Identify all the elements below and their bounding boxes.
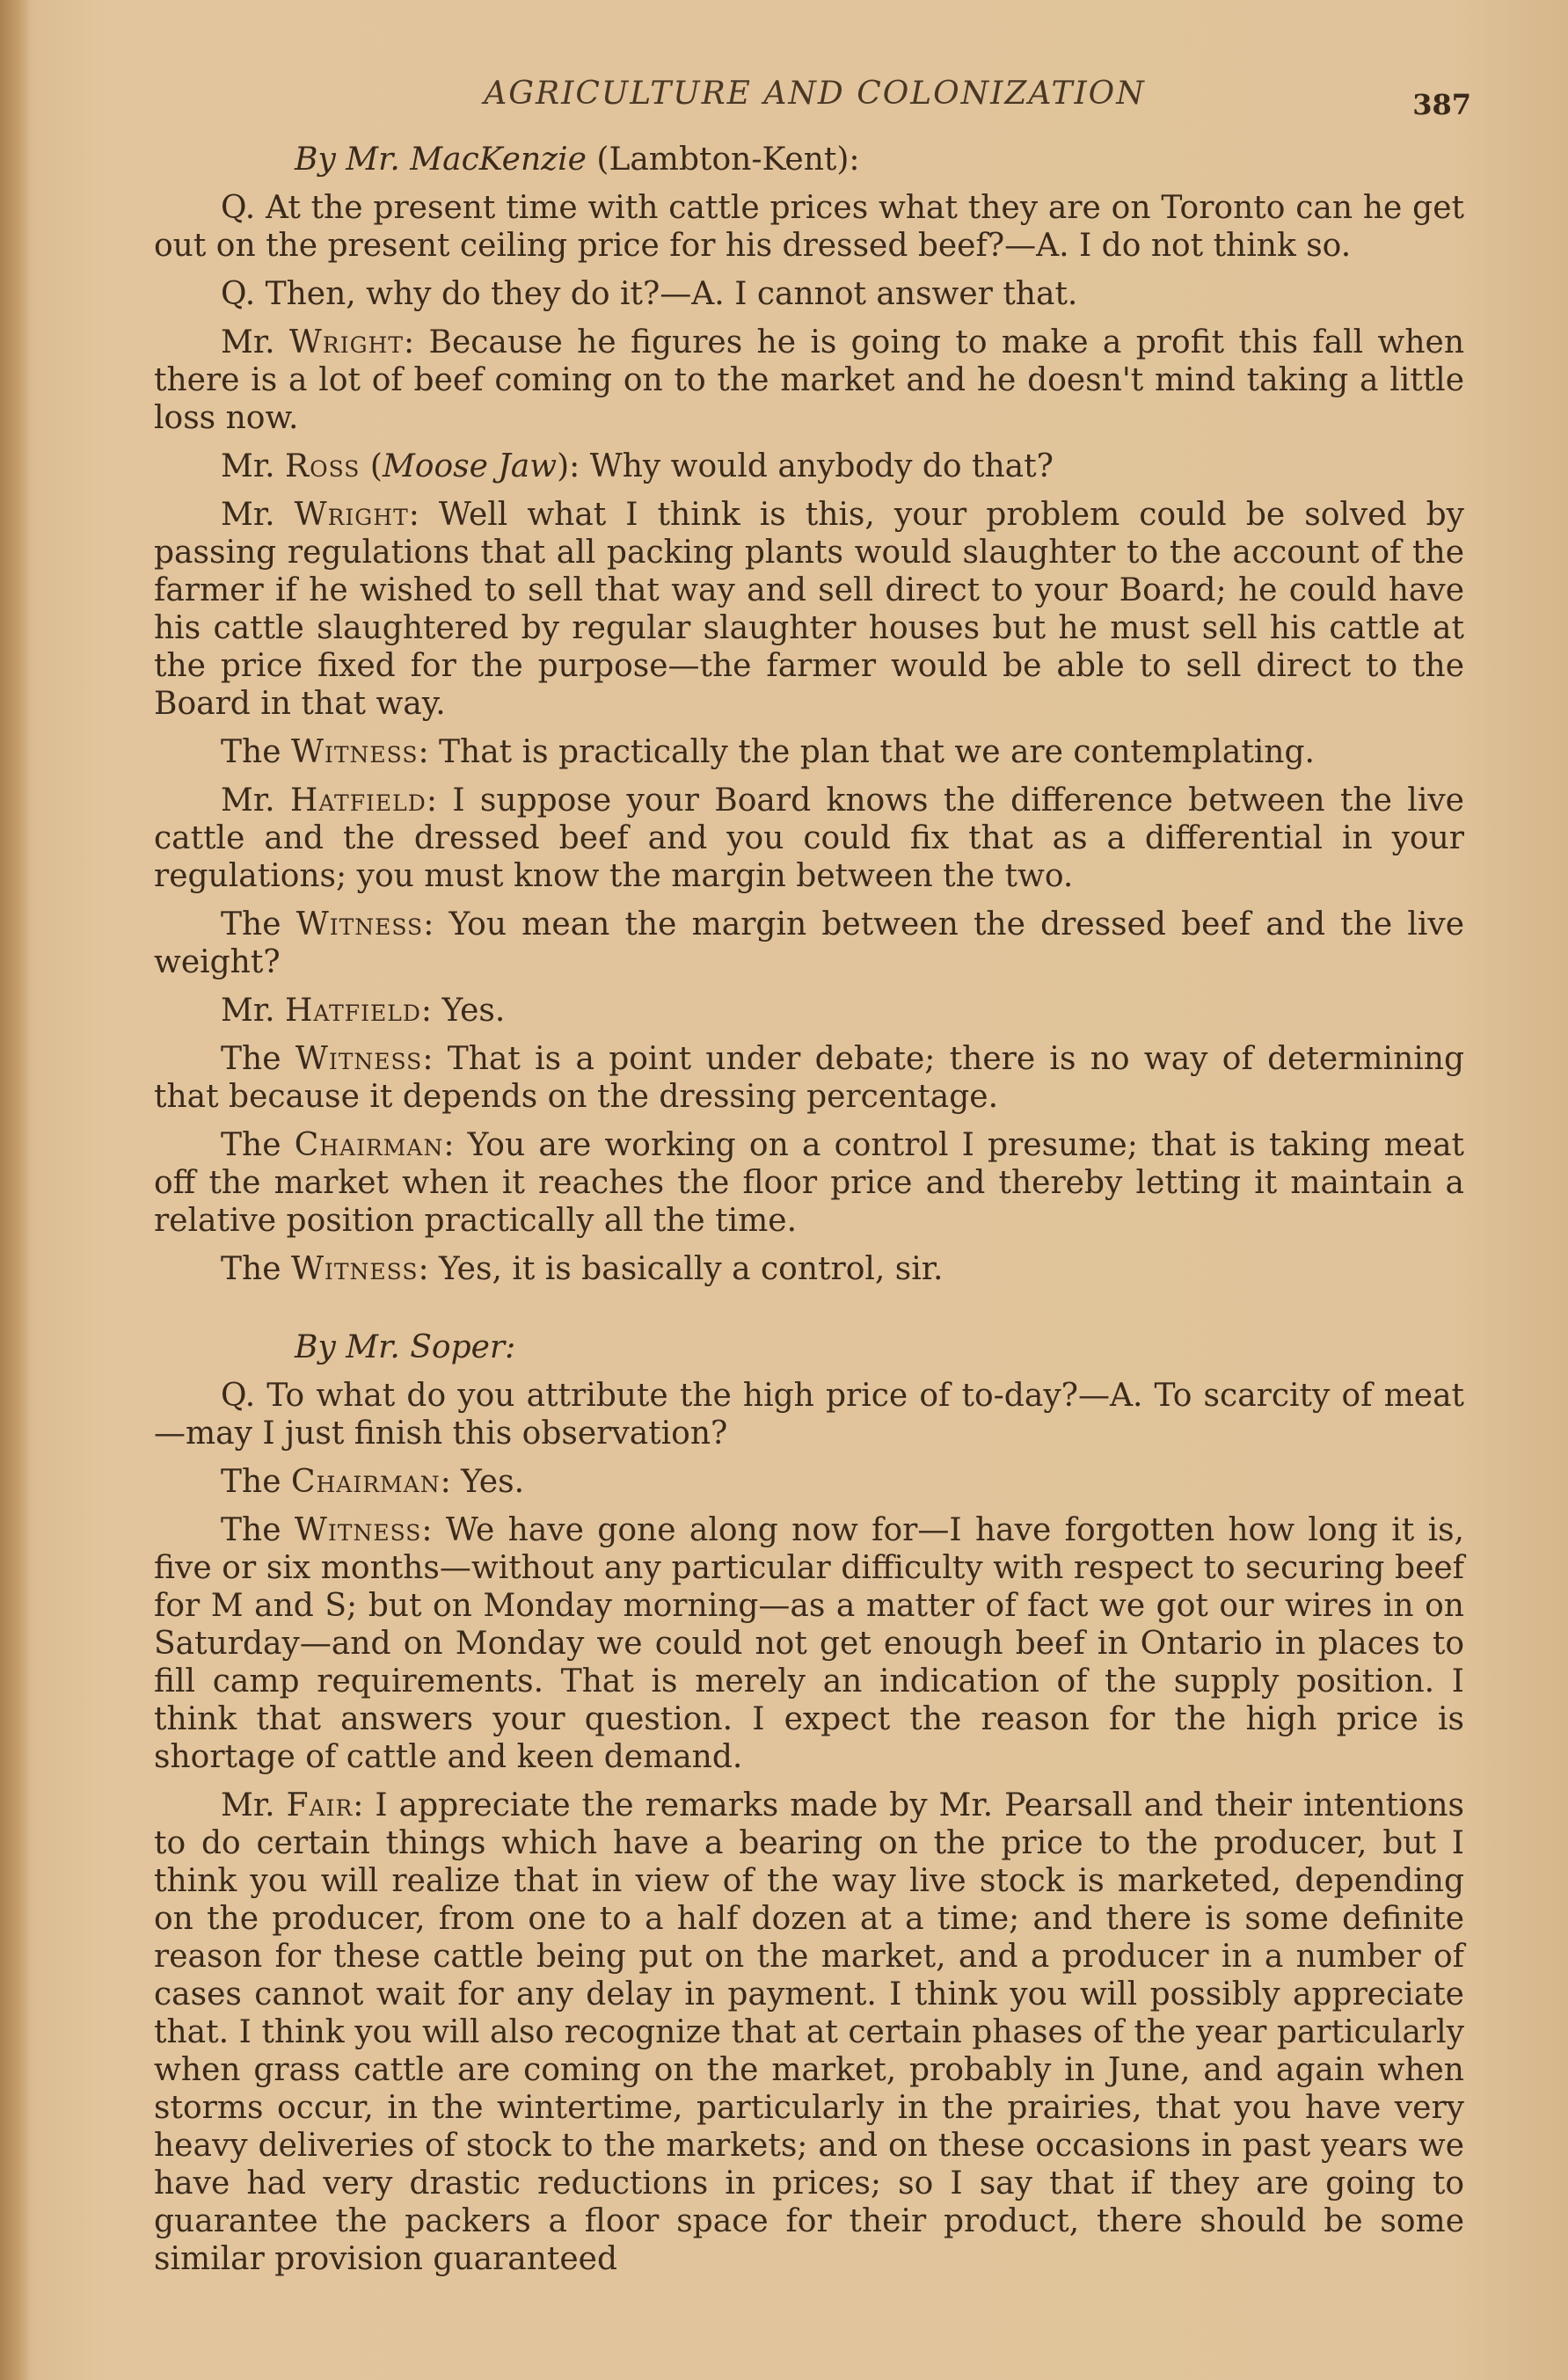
speaker-name: Ross (285, 448, 361, 484)
statement-text: : Well what I think is this, your problem could be solved by passing regulations that all packing plants would slaughter to the account of the farmer if he wished to sell that way and sell direct to your Board; he could have his cattle slaughtered by regular slaughter houses but he must sell his cattle at the price fixed for the purpose—the farmer would be able to sell direct to the Board in that way. (154, 497, 1464, 722)
statement-text: : You are working on a control I presume; that is taking meat off the market when it reaches the floor price and thereby letting it maintain a relative position practically all the time. (154, 1127, 1464, 1239)
speaker-riding: Moose Jaw (382, 448, 558, 484)
examiner-prefix: By Mr. (295, 142, 411, 178)
speaker-name: Witness (295, 1041, 423, 1077)
statement-text: : We have gone along now for—I have forgotten how long it is, five or six months—without any particular difficulty with respect to securing beef for M and S; but on Monday morning—as a matter of fact we got our wires in on Saturday—and on Monday we could not get enough beef in Ontario in places to fill camp requirements. That is merely an indication of the supply position. I think that answers your question. I expect the reason for the high price is shortage of cattle and keen demand. (154, 1512, 1465, 1775)
paragraph-statement (154, 992, 1464, 1030)
paragraph-statement (154, 1787, 1464, 2278)
examiner-name: MacKenzie (410, 142, 587, 178)
article: The (221, 734, 291, 770)
paragraph-statement (154, 1250, 1464, 1288)
speaker-name: Witness (295, 906, 424, 943)
speaker-name: Chairman (294, 1127, 444, 1163)
speaker-name: Chairman (290, 1464, 441, 1500)
speaker-name: Witness (294, 1512, 422, 1548)
paragraph-statement (154, 1040, 1464, 1116)
statement-text: : I suppose your Board knows the difference between the live cattle and the dressed beef and you could fix that as a differential in your regulations; you must know the margin between the two. (154, 782, 1464, 894)
statement-text: : That is a point under debate; there is no way of determining that because it depends on the dressing percentage. (154, 1041, 1464, 1115)
honorific: Mr. (221, 497, 295, 533)
paragraph-statement (154, 1463, 1464, 1501)
paragraph-question: Q. To what do you attribute the high price of to-day?—A. To scarcity of meat—may I just finish this observation? (154, 1378, 1464, 1452)
statement-text: : Yes. (440, 1464, 525, 1500)
paragraph-statement (154, 1126, 1464, 1240)
paragraph-statement (154, 324, 1464, 437)
statement-text: : Because he figures he is going to make a profit this fall when there is a lot of beef coming on to the market and he doesn't mind taking a little loss now. (154, 324, 1464, 436)
document-body (154, 141, 1464, 2289)
article: The (221, 1041, 295, 1077)
speaker-name: Wright (294, 497, 409, 533)
paragraph-statement (154, 448, 1464, 485)
running-head: AGRICULTURE AND COLONIZATION (484, 76, 1146, 112)
speaker-name: Witness (290, 1251, 419, 1287)
paragraph-statement (154, 496, 1464, 723)
section-spacer (154, 1299, 1464, 1328)
paragraph-statement (154, 733, 1464, 771)
statement-text: : You mean the margin between the dressed beef and the live weight? (154, 906, 1464, 980)
examiner-heading-soper: By Mr. Soper: (295, 1329, 516, 1365)
honorific: Mr. (221, 1787, 287, 1823)
statement-text: : I appreciate the remarks made by Mr. Pearsall and their intentions to do certain things which have a bearing on the price to the producer, but I think you will realize that in view of the way live stock is marketed, depending on the producer, from one to a half dozen at a time; and there is some definite reason for these cattle being put on the market, and a producer in a number of cases cannot wait for any delay in payment. I think you will possibly appreciate that. I think you will also recognize that at certain phases of the year particularly when grass cattle are coming on the market, probably in June, and again when storms occur, in the wintertime, particularly in the prairies, that you have very heavy deliveries of stock to the markets; and on these occasions in past years we have had very drastic reductions in prices; so I say that if they are going to guarantee the packers a floor space for their product, there should be some similar provision guaranteed (154, 1787, 1464, 2277)
speaker-name: Hatfield (289, 782, 427, 819)
honorific: Mr. (221, 782, 290, 819)
page-header (158, 76, 1471, 120)
statement-text: : That is practically the plan that we are contemplating. (418, 734, 1315, 770)
punctuation: ( (360, 448, 383, 484)
article: The (221, 906, 296, 943)
statement-text: : Yes. (420, 993, 506, 1029)
page-binding-edge (0, 0, 30, 2380)
article: The (221, 1127, 295, 1163)
honorific: Mr. (221, 324, 289, 360)
paragraph-question: Q. At the present time with cattle prices what they are on Toronto can he get out on the present ceiling price for his dressed beef?—A. I do not think so. (154, 190, 1464, 264)
speaker-name: Fair (286, 1787, 354, 1823)
article: The (221, 1251, 291, 1287)
paragraph-statement (154, 906, 1464, 981)
honorific: Mr. (221, 993, 286, 1029)
speaker-name: Witness (290, 734, 419, 770)
honorific: Mr. (221, 448, 286, 484)
examiner-riding: (Lambton-Kent): (586, 142, 860, 178)
paragraph-question: Q. Then, why do they do it?—A. I cannot answer that. (221, 276, 1078, 312)
article: The (221, 1464, 291, 1500)
page-number: 387 (1412, 88, 1471, 121)
paragraph-statement (154, 1511, 1464, 1776)
paragraph-statement (154, 782, 1464, 895)
statement-text: ): Why would anybody do that? (557, 448, 1054, 484)
examiner-heading-mackenzie (154, 141, 1464, 178)
statement-text: : Yes, it is basically a control, sir. (418, 1251, 944, 1287)
article: The (221, 1512, 295, 1548)
speaker-name: Wright (288, 324, 405, 360)
speaker-name: Hatfield (285, 993, 421, 1029)
